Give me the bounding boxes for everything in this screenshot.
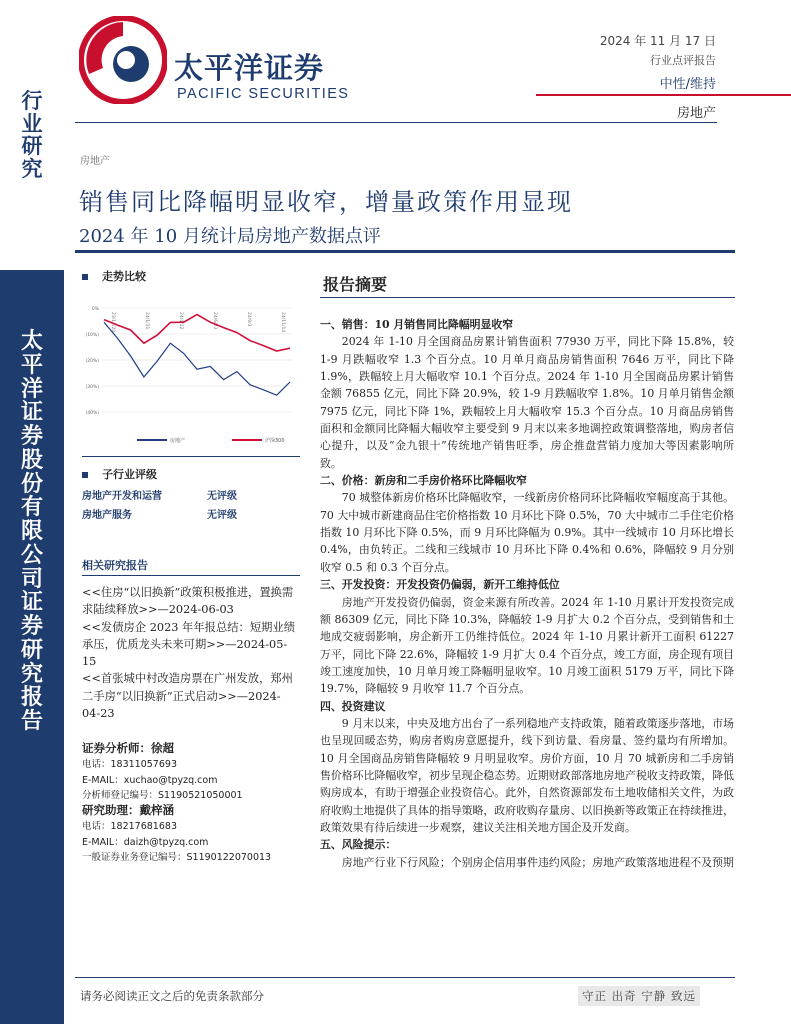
- y-tick-label: (30%): [85, 385, 99, 390]
- company-vertical-label: 太 平 洋 证 券 股 份 有 限 公 司 证 券 研 究 报 告: [20, 328, 43, 734]
- footer-divider: [75, 977, 735, 978]
- analyst-cert: 分析师登记编号：S1190521050001: [82, 789, 243, 801]
- table-row: [82, 508, 302, 523]
- pacific-securities-logo-icon: [79, 16, 167, 104]
- section-text: 房地产开发投资仍偏弱，资金来源有所改善。2024 年 1-10 月累计开发投资完成额 86309 亿元，同比下降 10.3%，降幅较 1-9 月扩大 0.2 个百分点，受到销售和土地成交疲弱影响，房企新开工仍维持低位。2024 年 1-10 月累计新开工面积 61227 万平，同比下降 22.6%，降幅较 1-9 月扩大 0.4 个百分点，竣工方面，房企现有项目竣工速度加快，10 月单月竣工降幅明显收窄。10 月竣工面积 5179 万平，同比下降 19.7%，降幅较 9 月收窄 11.7 个百分点。: [320, 595, 734, 696]
- chart-grid: [102, 308, 292, 412]
- bullet-square-icon: [82, 472, 88, 478]
- section-heading: 三、开发投资：开发投资仍偏弱，新开工维持低位: [320, 578, 560, 592]
- report-date: 2024 年 11 月 17 日: [599, 34, 716, 48]
- sub-industry-name: 房地产开发和运营: [82, 491, 162, 502]
- x-tick-label: 24/11/14: [280, 312, 285, 333]
- disclaimer-text: 请务必阅读正文之后的免责条款部分: [80, 989, 264, 1003]
- sub-industry-name: 房地产服务: [82, 510, 132, 521]
- company-name-en: PACIFIC SECURITIES: [177, 86, 350, 102]
- section-text: 2024 年 1-10 月全国商品房累计销售面积 77930 万平，同比下降 15.8%，较 1-9 月跌幅收窄 1.3 个百分点。10 月单月商品房销售面积 7646 万平，同比下降 1.9%，跌幅较上月大幅收窄 10.1 个百分点。2024 年 1-10 月全国商品房累计销售金额 76855 亿元，同比下降 20.9%，较 1-9 月跌幅收窄 1.8%。10 月单月销售金额 7975 亿元，同比下降 1%，跌幅较上月大幅收窄 15.3 个百分点。10 月商品房销售面积和金额同比降幅大幅收窄主要受到 9 月末以来多地调控政策调整落地，购房者信心提升，以及“金九银十”传统地产销售旺季，房企推盘营销力度加大等因素影响所致。: [320, 335, 734, 470]
- related-reports-heading: 相关研究报告: [82, 559, 148, 572]
- legend-label: 沪深300: [265, 438, 285, 444]
- industry-research-vertical-label: 行 业 研 究: [21, 88, 43, 182]
- chart-y-ticks: [85, 306, 99, 416]
- assistant-phone: 电话：18217681683: [82, 821, 177, 833]
- assistant-email[interactable]: E-MAIL：daizh@tpyzq.com: [82, 836, 209, 848]
- x-tick-label: 24/1/31: [144, 312, 149, 330]
- section-heading: 二、价格：新房和二手房价格环比降幅收窄: [320, 474, 527, 488]
- section-text: 70 城整体新房价格环比降幅收窄，一线新房价格同环比降幅收窄幅度高于其他。70 大中城市新建商品住宅价格指数 10 月环比下降 0.5%，70 大中城市二手住宅价格指数 10 月环比下降 0.5%，而 9 月环比降幅为 0.9%。其中一线城市 10 月环比增长 0.4%，由负转正。二线和三线城市 10 月环比下降 0.4%和 0.6%，降幅较 9 月分别收窄 0.5 和 0.3 个百分点。: [320, 491, 734, 574]
- section-text: 房地产行业下行风险；个别房企信用事件违约风险；房地产政策落地进程不及预期: [341, 855, 734, 869]
- related-reports-list: [82, 584, 297, 722]
- sector-label: 房地产: [676, 106, 716, 121]
- sub-industry-rating: 无评级: [207, 510, 237, 521]
- header-red-line: [536, 94, 791, 96]
- chart-lines: [104, 315, 290, 396]
- y-tick-label: (40%): [85, 411, 99, 416]
- x-tick-label: 24/4/12: [178, 312, 183, 330]
- analyst-email[interactable]: E-MAIL：xuchao@tpyzq.com: [82, 774, 218, 786]
- assistant-title: 研究助理：戴梓涵: [82, 803, 174, 818]
- y-tick-label: 0%: [91, 307, 99, 312]
- assistant-cert: 一般证券业务登记编号：S1190122070013: [82, 852, 272, 864]
- report-title: 销售同比降幅明显收窄，增量政策作用显现: [79, 188, 573, 216]
- company-motto: 守正 出奇 宁静 致远: [578, 986, 700, 1006]
- industry-rating: 中性/维持: [659, 77, 716, 92]
- chart-legend: [137, 437, 285, 444]
- series-line: [104, 322, 290, 395]
- y-tick-label: (20%): [85, 359, 99, 364]
- legend-label: 房地产: [170, 438, 186, 444]
- y-tick-label: (10%): [85, 333, 99, 338]
- analyst-phone: 电话：18311057693: [82, 759, 177, 771]
- section-heading: 一、销售：10 月销售同比降幅明显收窄: [320, 318, 514, 331]
- x-tick-label: 24/9/3: [246, 312, 251, 327]
- section-text: 9 月末以来，中央及地方出台了一系列稳地产支持政策，随着政策逐步落地，市场也呈现回暖态势，购房者购房意愿提升，线下到访量、看房量、签约量均有所增加。10 月全国商品房销售降幅较 9 月明显收窄。房价方面，10 月 70 城新房和二手房销售价格环比降幅收窄，初步呈现企稳态势。近期财政部落地房地产税收支持政策，降低购房成本，有助于增强企业投资信心。此外，自然资源部发布土地收储相关文件，为政府收购土地提供了具体的指导策略，政府收购存量房、以旧换新等政策正在持续推进，政策效果有待后续进一步观察，建议关注相关地方国企及开发商。: [320, 716, 734, 834]
- analyst-info: [82, 741, 302, 865]
- x-tick-label: 23/11/20: [110, 312, 115, 333]
- analyst-title: 证券分析师：徐超: [82, 741, 174, 755]
- abstract-body: [320, 316, 734, 871]
- header-divider: [75, 122, 717, 123]
- x-tick-label: 24/6/23: [212, 312, 217, 330]
- table-row: [82, 489, 302, 504]
- section-heading: 五、风险提示：: [320, 838, 397, 852]
- sub-rating-heading: 子行业评级: [82, 466, 157, 482]
- sub-rating-table: [82, 489, 302, 527]
- category-label: 房地产: [80, 156, 110, 167]
- related-report-link[interactable]: <<首张城中村改造房票在广州发放，郑州二手房“以旧换新”正式启动>>—2024-04-23: [82, 672, 293, 721]
- report-subtitle: 2024 年 10 月统计局房地产数据点评: [79, 226, 381, 247]
- report-type: 行业点评报告: [650, 54, 716, 67]
- company-name-cn: 太平洋证券: [174, 51, 325, 85]
- sub-industry-rating: 无评级: [207, 491, 237, 502]
- trend-heading: 走势比较: [82, 268, 146, 284]
- related-report-link[interactable]: <<住房“以旧换新”政策积极推进，置换需求陆续释放>>—2024-06-03: [82, 586, 294, 617]
- abstract-divider: [320, 297, 735, 298]
- series-line: [104, 315, 290, 351]
- chart-divider: [82, 456, 300, 457]
- related-report-link[interactable]: <<发债房企 2023 年年报总结：短期业绩承压，优质龙头未来可期>>—2024-05-15: [82, 620, 296, 669]
- bullet-square-icon: [82, 274, 88, 280]
- related-divider: [82, 575, 300, 576]
- abstract-heading: 报告摘要: [323, 275, 388, 294]
- trend-chart: [82, 300, 297, 450]
- title-divider: [75, 250, 735, 253]
- section-heading: 四、投资建议: [320, 699, 386, 713]
